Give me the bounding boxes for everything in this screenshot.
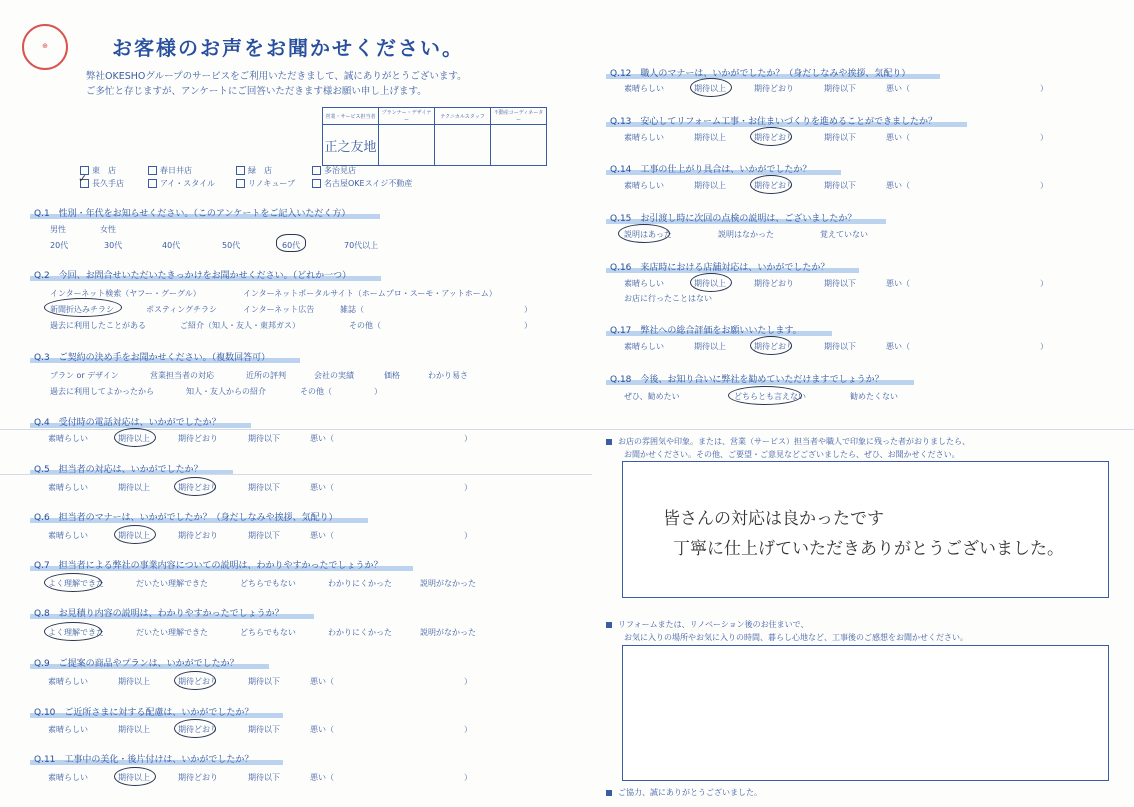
rating-option[interactable]: 期待以下 [824, 84, 856, 93]
rating-option[interactable]: 悪い（ [310, 434, 334, 443]
rating-option[interactable]: 期待どおり [754, 342, 794, 351]
paren: ） [464, 773, 472, 782]
store-option-checked[interactable]: 長久手店 [80, 178, 124, 189]
rating-option[interactable]: 期待以下 [824, 133, 856, 142]
selection-mark [174, 671, 216, 690]
option[interactable]: 過去に利用してよかったから [50, 387, 154, 396]
question-title: Q.1 性別・年代をお知らせください。（このアンケートをご記入いただく方） [34, 206, 350, 219]
intro-line-1: 弊社OKESHOグループのサービスをご利用いただきまして、誠にありがとうございます。 [86, 71, 467, 82]
option[interactable]: その他（ [300, 387, 332, 396]
option-age[interactable]: 20代 [50, 241, 69, 250]
rating-option[interactable]: 期待以下 [248, 725, 280, 734]
rating-option[interactable]: 期待以上 [694, 133, 726, 142]
square-bullet-icon [606, 622, 612, 628]
rating-option[interactable]: 素晴らしい [48, 483, 88, 492]
store-option[interactable]: 多治見店 [312, 165, 356, 176]
option[interactable]: ぜひ、勧めたい [624, 392, 680, 401]
option-age[interactable]: 40代 [162, 241, 181, 250]
rating-option[interactable]: 悪い（ [310, 725, 334, 734]
rating-option[interactable]: 素晴らしい [48, 773, 88, 782]
option[interactable]: その他（ [349, 321, 381, 330]
rating-option[interactable]: 悪い（ [886, 342, 910, 351]
selection-mark [750, 175, 792, 194]
understand-option[interactable]: どちらでもない [240, 579, 296, 588]
option[interactable]: 説明はなかった [718, 230, 774, 239]
divider [0, 429, 1134, 430]
staff-header: 営業・サービス担当者 [323, 108, 379, 125]
option[interactable]: 営業担当者の対応 [150, 371, 214, 380]
rating-option[interactable]: 期待以下 [248, 677, 280, 686]
rating-option[interactable]: 期待以下 [248, 773, 280, 782]
question-text: Q.15 お引渡し時に次回の点検の説明は、ございましたか？ [610, 214, 857, 224]
rating-option[interactable]: 期待どおり [754, 84, 794, 93]
rating-option[interactable]: 悪い（ [886, 133, 910, 142]
rating-option[interactable]: 期待以上 [118, 725, 150, 734]
option[interactable]: 勧めたくない [850, 392, 898, 401]
option-selected[interactable]: 新聞折込みチラシ [50, 305, 114, 314]
paren: ） [1040, 84, 1048, 93]
option-age[interactable]: 30代 [104, 241, 123, 250]
paren: ） [1040, 279, 1048, 288]
store-option[interactable]: 東 店 [80, 165, 116, 176]
question-text: Q.4 受付時の電話対応は、いかがでしたか？ [34, 418, 221, 428]
store-option[interactable]: 春日井店 [148, 165, 192, 176]
question-title [610, 260, 829, 273]
question-title: Q.2 今回、お問合せいただいたきっかけをお聞かせください。（どれか一つ） [34, 268, 351, 281]
option-age[interactable]: 70代以上 [344, 241, 379, 250]
rating-option[interactable]: 期待以上 [694, 279, 726, 288]
paren: ） [464, 483, 472, 492]
checkbox-icon [236, 179, 245, 188]
rating-option[interactable]: 期待どおり [754, 133, 794, 142]
paren: ） [524, 305, 532, 314]
rating-option[interactable]: 素晴らしい [624, 342, 664, 351]
selection-mark [276, 234, 306, 252]
rating-option[interactable]: 期待以上 [118, 677, 150, 686]
question-text: Q.9 ご提案の商品やプランは、いかがでしたか？ [34, 659, 239, 669]
option[interactable]: 価格 [384, 371, 400, 380]
understand-option[interactable]: どちらでもない [240, 628, 296, 637]
option[interactable]: わかり易さ [428, 371, 468, 380]
option-male[interactable]: 男性 [50, 225, 66, 234]
option[interactable]: 雑誌（ [340, 305, 364, 314]
question-text: Q.5 担当者の対応は、いかがでしたか？ [34, 465, 203, 475]
understand-option[interactable]: よく理解できた [48, 579, 104, 588]
checkbox-icon [148, 179, 157, 188]
question-text: Q.6 担当者のマナーは、いかがでしたか？（身だしなみや挨拶、気配り） [34, 513, 338, 523]
checkbox-icon [148, 166, 157, 175]
staff-header: テクニカルスタッフ [435, 108, 491, 125]
understand-option[interactable]: わかりにくかった [328, 579, 392, 588]
selection-mark [618, 224, 670, 243]
rating-option[interactable]: 素晴らしい [624, 133, 664, 142]
rating-option[interactable]: 期待どおり [754, 181, 794, 190]
understand-option[interactable]: わかりにくかった [328, 628, 392, 637]
question-text: Q.8 お見積り内容の説明は、わかりやすかったでしょうか？ [34, 609, 284, 619]
comment-label-1: お店の雰囲気や印象。または、営業（サービス）担当者や職人で印象に残った者がおりましたら、 [606, 436, 970, 447]
question-text: Q.12 職人のマナーは、いかがでしたか？（身だしなみや挨拶、気配り） [610, 69, 911, 79]
option-age[interactable]: 50代 [222, 241, 241, 250]
rating-option[interactable]: 素晴らしい [48, 725, 88, 734]
rating-option[interactable]: 素晴らしい [624, 84, 664, 93]
question-title [34, 558, 383, 571]
paren: ） [1040, 133, 1048, 142]
question-text: Q.10 ご近所さまに対する配慮は、いかがでしたか？ [34, 708, 254, 718]
question-title [610, 114, 937, 127]
question-title [34, 606, 284, 619]
option[interactable]: 会社の実績 [314, 371, 354, 380]
question-title [610, 372, 884, 385]
rating-option[interactable]: 期待どおり [178, 531, 218, 540]
rating-option[interactable]: 悪い（ [310, 483, 334, 492]
paren: ） [464, 434, 472, 443]
rating-option[interactable]: 期待どおり [754, 279, 794, 288]
option[interactable]: インターネットポータルサイト（ホームプロ・スーモ・アットホーム） [243, 289, 497, 298]
rating-option[interactable]: 素晴らしい [48, 531, 88, 540]
rating-option[interactable]: 悪い（ [886, 181, 910, 190]
footer-thanks: ご協力、誠にありがとうございました。 [606, 787, 762, 798]
question-text: Q.14 工事の仕上がり具合は、いかがでしたか？ [610, 165, 812, 175]
staff-sales-value: 正之友地 [323, 125, 379, 166]
staff-tech-value [435, 125, 491, 166]
question-text: Q.7 担当者による弊社の事業内容についての説明は、わかりやすかったでしょうか？ [34, 561, 383, 571]
rating-option[interactable]: 期待以下 [248, 434, 280, 443]
rating-option[interactable]: 期待どおり [178, 434, 218, 443]
question-title [34, 462, 203, 475]
comment-label-2b: お気に入りの場所やお気に入りの時間、暮らし心地など、工事後のご感想をお聞かせください。 [624, 633, 968, 642]
question-title [610, 66, 910, 79]
store-option[interactable]: リノキューブ [236, 178, 295, 189]
option-age-selected[interactable]: 60代 [282, 241, 301, 250]
option-female[interactable]: 女性 [100, 225, 116, 234]
option[interactable]: 覚えていない [820, 230, 868, 239]
question-text: Q.16 来店時における店舗対応は、いかがでしたか？ [610, 263, 830, 273]
option[interactable]: ご紹介（知人・友人・東邦ガス） [180, 321, 300, 330]
question-title [34, 415, 221, 428]
option[interactable]: 説明はあった [624, 230, 672, 239]
option[interactable]: お店に行ったことはない [624, 294, 712, 303]
paren: ） [464, 677, 472, 686]
staff-table [322, 107, 547, 166]
understand-option[interactable]: だいたい理解できた [136, 628, 208, 637]
staff-realestate-value [491, 125, 547, 166]
rating-option[interactable]: 期待以上 [118, 531, 150, 540]
rating-option[interactable]: 期待以上 [118, 483, 150, 492]
paren: ） [464, 725, 472, 734]
rating-option[interactable]: 悪い（ [886, 84, 910, 93]
question-text: Q.17 弊社への総合評価をお願いいたします。 [610, 326, 802, 336]
rating-option[interactable]: 期待以下 [824, 181, 856, 190]
question-text: Q.18 今後、お知り合いに弊社を勧めていただけますでしょうか？ [610, 375, 884, 385]
rating-option[interactable]: 期待どおり [178, 773, 218, 782]
question-title [34, 510, 338, 523]
comment-box-2[interactable] [622, 645, 1109, 781]
staff-header: 不動産コーディネーター [491, 108, 547, 125]
selection-mark [114, 767, 156, 786]
option[interactable]: 過去に利用したことがある [50, 321, 146, 330]
question-title [34, 752, 253, 765]
rating-option[interactable]: 期待以上 [118, 773, 150, 782]
paren: ） [524, 321, 532, 330]
option[interactable]: どちらとも言えない [734, 392, 806, 401]
question-text: Q.11 工事中の美化・後片付けは、いかがでしたか？ [34, 755, 254, 765]
selection-mark [174, 719, 216, 738]
selection-mark [114, 525, 156, 544]
option[interactable]: 知人・友人からの紹介 [186, 387, 266, 396]
rating-option[interactable]: 期待どおり [178, 677, 218, 686]
question-title [34, 656, 239, 669]
paren: ） [1040, 342, 1048, 351]
rating-option[interactable]: 素晴らしい [624, 279, 664, 288]
understand-option[interactable]: よく理解できた [48, 628, 104, 637]
selection-mark [114, 428, 156, 447]
staff-planner-value [379, 125, 435, 166]
checkbox-icon [312, 166, 321, 175]
staff-header: プランナー・デザイナー [379, 108, 435, 125]
question-title [610, 162, 811, 175]
comment-label-2: リフォームまたは、リノベーション後のお住まいで、 [606, 619, 808, 630]
selection-mark [728, 386, 802, 405]
company-seal: ⊕ [22, 24, 68, 70]
rating-option[interactable]: 期待どおり [178, 483, 218, 492]
comment-box-1[interactable] [622, 461, 1109, 598]
store-option[interactable]: アイ・スタイル [148, 178, 215, 189]
rating-option[interactable]: 素晴らしい [48, 677, 88, 686]
paren: ） [374, 387, 382, 396]
option[interactable]: インターネット広告 [243, 305, 315, 314]
selection-mark [690, 78, 732, 97]
rating-option[interactable]: 悪い（ [310, 773, 334, 782]
rating-option[interactable]: 期待以下 [248, 483, 280, 492]
rating-option[interactable]: 期待以上 [694, 342, 726, 351]
rating-option[interactable]: 期待以上 [694, 181, 726, 190]
selection-mark [174, 477, 216, 496]
paren: ） [1040, 181, 1048, 190]
check-mark-icon: ✓ [78, 172, 88, 185]
rating-option[interactable]: 期待以下 [248, 531, 280, 540]
rating-option[interactable]: 悪い（ [310, 531, 334, 540]
understand-option[interactable]: 説明がなかった [420, 579, 476, 588]
store-option[interactable]: 緑 店 [236, 165, 272, 176]
question-text: Q.13 安心してリフォーム工事・お住まいづくりを進めることができましたか？ [610, 117, 937, 127]
paren: ） [464, 531, 472, 540]
rating-option[interactable]: 素晴らしい [48, 434, 88, 443]
page-title: お客様のお声をお聞かせください。 [112, 36, 464, 60]
rating-option[interactable]: 期待以下 [824, 279, 856, 288]
understand-option[interactable]: 説明がなかった [420, 628, 476, 637]
selection-mark [690, 273, 732, 292]
rating-option[interactable]: 期待以下 [824, 342, 856, 351]
question-title [610, 323, 802, 336]
square-bullet-icon [606, 790, 612, 796]
rating-option[interactable]: 期待以上 [694, 84, 726, 93]
intro-line-2: ご多忙と存じますが、アンケートにご回答いただきます様お願い申し上げます。 [86, 86, 427, 97]
selection-mark [44, 622, 102, 641]
option[interactable]: 近所の評判 [246, 371, 286, 380]
comment-label-1b: お聞かせください。その他、ご要望・ご意見などございましたら、ぜひ、お聞かせください。 [624, 450, 960, 459]
rating-option[interactable]: 悪い（ [310, 677, 334, 686]
store-option[interactable]: 名古屋OKEスイジ不動産 [312, 178, 412, 189]
handwritten-comment-1: 皆さんの対応は良かったです [663, 509, 884, 529]
option[interactable]: インターネット検索（ヤフー・グーグル） [50, 289, 201, 298]
rating-option[interactable]: 素晴らしい [624, 181, 664, 190]
selection-mark [750, 336, 792, 355]
question-title [610, 211, 856, 224]
checkbox-icon [236, 166, 245, 175]
understand-option[interactable]: だいたい理解できた [136, 579, 208, 588]
square-bullet-icon [606, 439, 612, 445]
rating-option[interactable]: 期待どおり [178, 725, 218, 734]
rating-option[interactable]: 悪い（ [886, 279, 910, 288]
question-title [34, 705, 253, 718]
selection-mark [44, 298, 122, 317]
selection-mark [44, 573, 102, 592]
checkbox-icon [312, 179, 321, 188]
handwritten-comment-2: 丁寧に仕上げていただきありがとうございました。 [673, 539, 1064, 559]
rating-option[interactable]: 期待以上 [118, 434, 150, 443]
question-title: Q.3 ご契約の決め手をお聞かせください。（複数回答可） [34, 350, 270, 363]
option[interactable]: ポスティングチラシ [146, 305, 218, 314]
selection-mark [750, 127, 792, 146]
option[interactable]: プラン or デザイン [50, 371, 119, 380]
